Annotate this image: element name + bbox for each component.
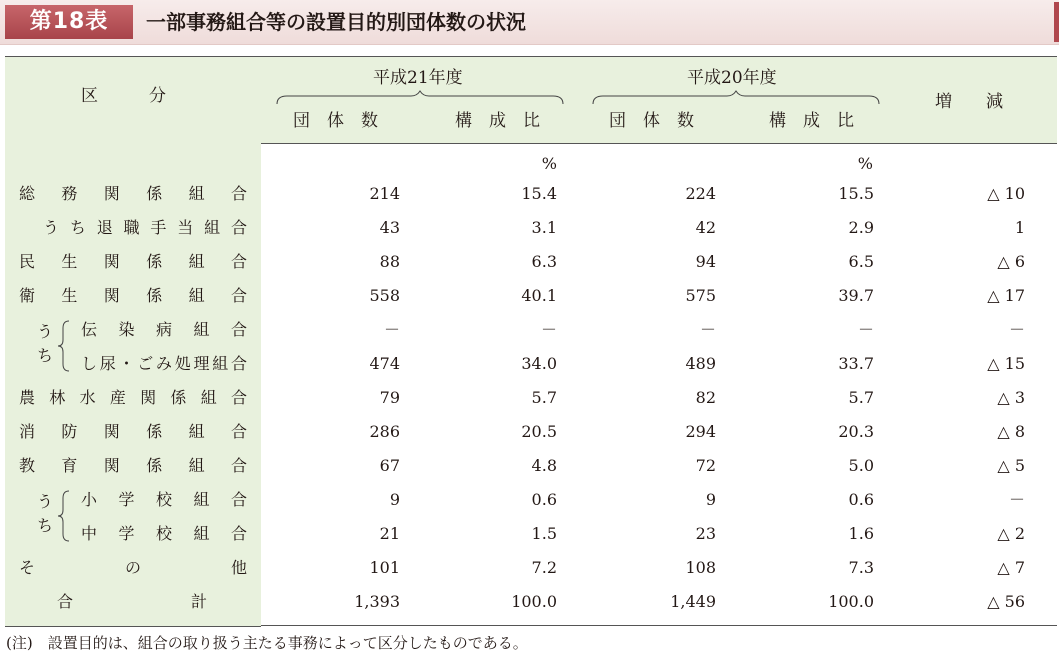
- table-cell: 15.4: [521, 184, 557, 203]
- row-label: 伝染病組合: [81, 320, 247, 339]
- year2-count-header: 団 体 数: [609, 111, 694, 131]
- table-cell: 575: [685, 286, 716, 305]
- table-cell: 101: [369, 558, 400, 577]
- table-cell: －: [540, 320, 557, 339]
- table-cell: 474: [369, 354, 400, 373]
- uchi-mark: ち: [37, 346, 54, 365]
- table-cell: 40.1: [521, 286, 557, 305]
- year1-header: 平成21年度: [373, 68, 463, 88]
- table-cell: 6.5: [848, 252, 874, 271]
- table-cell: －: [699, 320, 716, 339]
- row-label: 消防関係組合: [19, 422, 247, 441]
- year1-percent-unit: %: [541, 154, 557, 173]
- table-cell: 6.3: [531, 252, 557, 271]
- row-label: 合計: [57, 592, 207, 611]
- table-cell: 15.5: [838, 184, 874, 203]
- change-header: 増 減: [935, 92, 1003, 112]
- year1-ratio-header: 構 成 比: [455, 111, 540, 131]
- uchi-mark: う: [37, 322, 54, 341]
- table-cell: 9: [705, 490, 716, 509]
- data-table: [5, 56, 1057, 626]
- table-cell: △ 17: [987, 286, 1025, 305]
- left-brace: [57, 490, 71, 542]
- table-cell: 67: [379, 456, 400, 475]
- table-cell: △ 7: [997, 558, 1025, 577]
- table-cell: －: [1008, 320, 1025, 339]
- table-cell: 88: [379, 252, 400, 271]
- table-cell: 5.7: [848, 388, 874, 407]
- table-cell: 7.3: [848, 558, 874, 577]
- year1-bracket: [275, 90, 565, 106]
- table-cell: △ 2: [997, 524, 1025, 543]
- table-cell: 0.6: [531, 490, 557, 509]
- table-title: 一部事務組合等の設置目的別団体数の状況: [146, 10, 526, 34]
- table-cell: △ 10: [987, 184, 1025, 203]
- uchi-mark: う: [37, 492, 54, 511]
- table-cell: 2.9: [848, 218, 874, 237]
- table-cell: 1,449: [670, 592, 716, 611]
- table-cell: 100.0: [511, 592, 557, 611]
- table-cell: 7.2: [531, 558, 557, 577]
- table-cell: 558: [369, 286, 400, 305]
- table-cell: △ 6: [997, 252, 1025, 271]
- table-cell: 34.0: [521, 354, 557, 373]
- table-cell: 286: [369, 422, 400, 441]
- table-cell: 5.7: [531, 388, 557, 407]
- table-cell: 20.5: [521, 422, 557, 441]
- table-cell: 108: [685, 558, 716, 577]
- table-cell: 39.7: [838, 286, 874, 305]
- table-cell: 0.6: [848, 490, 874, 509]
- row-label: その他: [19, 558, 247, 577]
- table-cell: 9: [389, 490, 400, 509]
- table-cell: △ 8: [997, 422, 1025, 441]
- table-cell: 1: [1014, 218, 1025, 237]
- row-label: 衛生関係組合: [19, 286, 247, 305]
- table-cell: △ 3: [997, 388, 1025, 407]
- table-bottom-rule: [261, 625, 1057, 626]
- year1-count-header: 団 体 数: [293, 111, 378, 131]
- table-cell: 1.5: [531, 524, 557, 543]
- category-header: 区 分: [81, 86, 166, 106]
- table-cell: 79: [379, 388, 400, 407]
- table-cell: 214: [369, 184, 400, 203]
- table-cell: 33.7: [838, 354, 874, 373]
- year2-bracket: [591, 90, 881, 106]
- table-cell: －: [857, 320, 874, 339]
- uchi-mark: ち: [37, 516, 54, 535]
- row-label: 総務関係組合: [19, 184, 247, 203]
- title-accent-bar: [1054, 2, 1059, 42]
- table-cell: 42: [695, 218, 716, 237]
- table-cell: 94: [695, 252, 716, 271]
- table-cell: △ 5: [997, 456, 1025, 475]
- table-cell: 72: [695, 456, 716, 475]
- table-cell: 4.8: [531, 456, 557, 475]
- year2-ratio-header: 構 成 比: [769, 111, 854, 131]
- table-cell: 3.1: [531, 218, 557, 237]
- table-cell: 43: [379, 218, 400, 237]
- table-cell: △ 15: [987, 354, 1025, 373]
- table-cell: 1,393: [354, 592, 400, 611]
- row-label: 小学校組合: [81, 490, 247, 509]
- year2-percent-unit: %: [857, 154, 873, 173]
- table-cell: －: [383, 320, 400, 339]
- row-label: 民生関係組合: [19, 252, 247, 271]
- table-cell: 20.3: [838, 422, 874, 441]
- row-label: うち退職手当組合: [43, 218, 247, 237]
- table-cell: 21: [379, 524, 400, 543]
- table-cell: －: [1008, 490, 1025, 509]
- row-label-band: [5, 142, 261, 627]
- table-cell: 23: [695, 524, 716, 543]
- table-cell: 489: [685, 354, 716, 373]
- left-brace: [57, 320, 71, 372]
- year2-header: 平成20年度: [687, 68, 777, 88]
- table-number-badge: 第18表: [5, 5, 133, 39]
- footnote: (注) 設置目的は、組合の取り扱う主たる事務によって区分したものである。: [6, 634, 528, 652]
- row-label: 中学校組合: [81, 524, 247, 543]
- row-label: し尿・ごみ処理組合: [81, 354, 247, 373]
- table-cell: 1.6: [848, 524, 874, 543]
- row-label: 農林水産関係組合: [19, 388, 247, 407]
- table-cell: 5.0: [848, 456, 874, 475]
- table-cell: 224: [685, 184, 716, 203]
- table-cell: 100.0: [828, 592, 874, 611]
- title-bar: [0, 0, 1059, 45]
- table-cell: 82: [695, 388, 716, 407]
- row-label: 教育関係組合: [19, 456, 247, 475]
- table-cell: 294: [685, 422, 716, 441]
- table-cell: △ 56: [987, 592, 1025, 611]
